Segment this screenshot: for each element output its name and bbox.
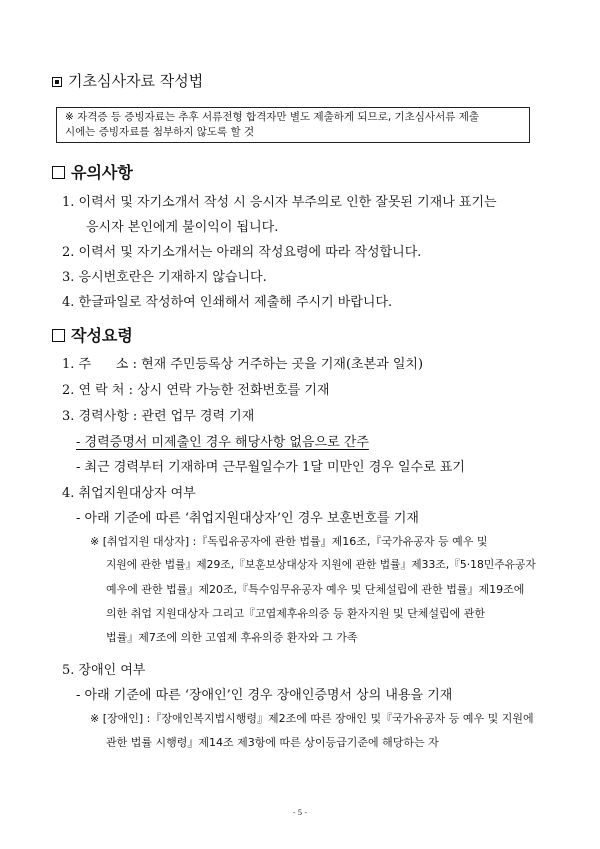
employment-note-line: ※ [취업지원 대상자] :『독립유공자에 관한 법률』제16조,『국가유공자 등 예우 및	[90, 535, 488, 548]
caution-item: 응시자 본인에게 불이익이 됩니다.	[86, 220, 279, 235]
cautions-heading	[52, 160, 133, 183]
caution-item: 2. 이력서 및 자기소개서는 아래의 작성요령에 따라 작성합니다.	[62, 245, 422, 260]
guide-employment-sub: - 아래 기준에 따른 ‘취업지원대상자’인 경우 보훈번호를 기재	[76, 511, 419, 526]
guide-career-sub: - 최근 경력부터 기재하며 근무월일수가 1달 미만인 경우 일수로 표기	[76, 460, 465, 475]
guide-disability: 5. 장애인 여부	[62, 663, 146, 678]
notice-box	[56, 107, 530, 143]
guide-career-sub: - 경력증명서 미제출인 경우 해당사항 없음으로 간주	[76, 435, 369, 450]
guide-disability-sub: - 아래 기준에 따른 ‘장애인’인 경우 장애인증명서 상의 내용을 기재	[76, 688, 453, 703]
guide-contact: 2. 연 락 처 : 상시 연락 가능한 전화번호를 기재	[62, 383, 330, 398]
notice-line: 시에는 증빙자료를 첨부하지 않도록 할 것	[65, 126, 255, 138]
disability-note-line: 관한 법률 시행령』제14조 제3항에 따른 상이등급기준에 해당하는 자	[106, 736, 439, 749]
disability-note-line: ※ [장애인] :『장애인복지법시행령』제2조에 따른 장애인 및『국가유공자 등 예우 및 지원에	[90, 712, 534, 725]
guide-employment: 4. 취업지원대상자 여부	[62, 486, 196, 501]
section-title-text: 기초심사자료 작성법	[68, 72, 204, 90]
employment-note-line: 의한 취업 지원대상자 그리고『고엽제후유의증 등 환자지원 및 단체설립에 관한	[106, 607, 486, 620]
caution-item: 4. 한글파일로 작성하여 인쇄해서 제출해 주시기 바랍니다.	[62, 295, 393, 310]
empty-square-icon	[52, 329, 65, 342]
caution-item: 1. 이력서 및 자기소개서 작성 시 응시자 부주의로 인한 잘못된 기재나 표기는	[62, 195, 497, 210]
cautions-heading-text: 유의사항	[71, 163, 133, 182]
guide-address: 1. 주 소 : 현재 주민등록상 거주하는 곳을 기재(초본과 일치)	[62, 357, 424, 372]
notice-line: ※ 자격증 등 증빙자료는 추후 서류전형 합격자만 별도 제출하게 되므로, 기초심사서류 제출	[65, 111, 479, 123]
filled-square-icon	[52, 77, 62, 87]
guide-heading-text: 작성요령	[71, 326, 133, 345]
section-title	[52, 70, 203, 91]
empty-square-icon	[52, 166, 65, 179]
employment-note-line: 법률』제7조에 의한 고엽제 후유의증 환자와 그 가족	[106, 631, 358, 644]
page-number: - 5 -	[293, 809, 307, 817]
employment-note-line: 예우에 관한 법률』제20조,『특수임무유공자 예우 및 단체설립에 관한 법률』제19조에	[106, 583, 525, 596]
employment-note-line: 지원에 관한 법률』제29조,『보훈보상대상자 지원에 관한 법률』제33조,『5·18민주유공자	[106, 558, 536, 571]
caution-item: 3. 응시번호란은 기재하지 않습니다.	[62, 270, 267, 285]
guide-heading	[52, 323, 133, 346]
guide-career: 3. 경력사항 : 관련 업무 경력 기재	[62, 409, 255, 424]
